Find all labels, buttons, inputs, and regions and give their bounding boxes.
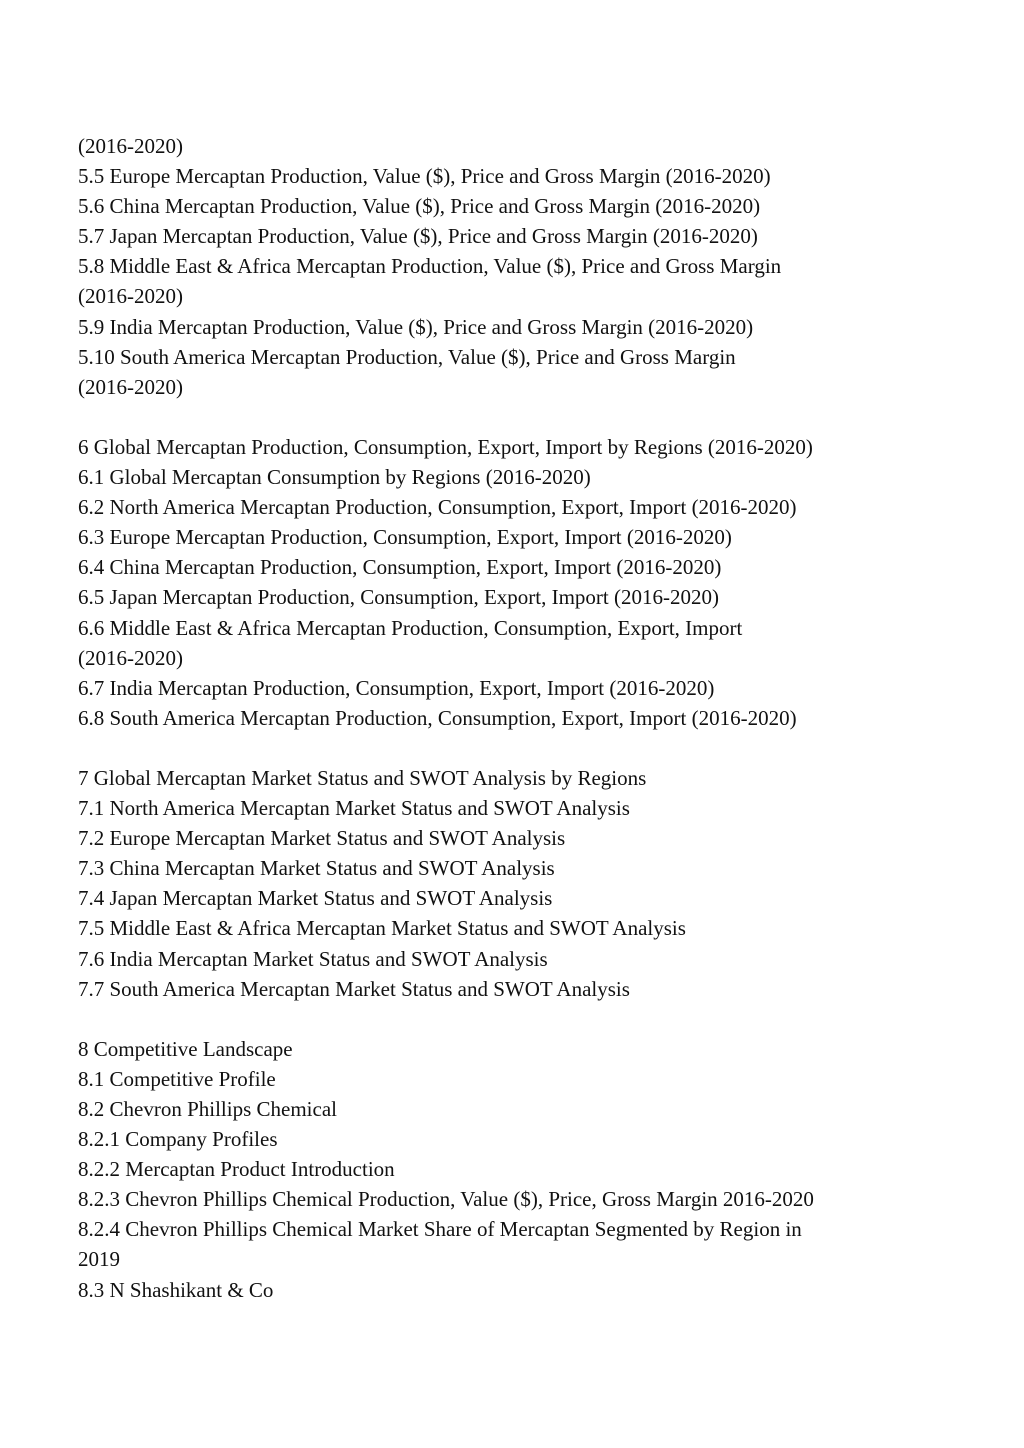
toc-line: 7.1 North America Mercaptan Market Status and SWOT Analysis <box>78 796 630 821</box>
toc-line: 8.1 Competitive Profile <box>78 1066 276 1091</box>
toc-line: 2019 <box>78 1247 120 1272</box>
toc-line: 5.7 Japan Mercaptan Production, Value ($), Price and Gross Margin (2016-2020) <box>78 224 758 249</box>
toc-line: 5.9 India Mercaptan Production, Value ($), Price and Gross Margin (2016-2020) <box>78 314 754 339</box>
toc-line: 6.5 Japan Mercaptan Production, Consumption, Export, Import (2016-2020) <box>78 585 719 610</box>
document-page <box>78 131 958 1305</box>
toc-line: 6.8 South America Mercaptan Production, Consumption, Export, Import (2016-2020) <box>78 705 797 730</box>
toc-line: 5.6 China Mercaptan Production, Value ($), Price and Gross Margin (2016-2020) <box>78 194 761 219</box>
toc-line: 8.2.1 Company Profiles <box>78 1127 278 1152</box>
toc-line: 7.2 Europe Mercaptan Market Status and SWOT Analysis <box>78 826 566 851</box>
section-8 <box>78 1034 958 1305</box>
toc-line: 6.1 Global Mercaptan Consumption by Regions (2016-2020) <box>78 465 591 490</box>
toc-line: 7.4 Japan Mercaptan Market Status and SWOT Analysis <box>78 886 553 911</box>
toc-line: 8.2 Chevron Phillips Chemical <box>78 1097 337 1121</box>
toc-heading: 6 Global Mercaptan Production, Consumption, Export, Import by Regions (2016-2020) <box>78 434 813 459</box>
toc-line: 8.3 N Shashikant & Co <box>78 1277 274 1302</box>
toc-heading: 7 Global Mercaptan Market Status and SWOT Analysis by Regions <box>78 765 647 790</box>
toc-line: 6.3 Europe Mercaptan Production, Consumption, Export, Import (2016-2020) <box>78 525 732 550</box>
toc-line: 7.7 South America Mercaptan Market Status and SWOT Analysis <box>78 976 630 1001</box>
toc-line: 6.2 North America Mercaptan Production, Consumption, Export, Import (2016-2020) <box>78 495 797 520</box>
toc-line: (2016-2020) <box>78 645 183 670</box>
toc-line: (2016-2020) <box>78 374 183 399</box>
toc-line: (2016-2020) <box>78 134 183 158</box>
toc-line: 6.7 India Mercaptan Production, Consumption, Export, Import (2016-2020) <box>78 675 715 700</box>
section-6 <box>78 432 958 733</box>
toc-line: 7.5 Middle East & Africa Mercaptan Market Status and SWOT Analysis <box>78 916 686 941</box>
section-7 <box>78 763 958 1004</box>
toc-line: 7.6 India Mercaptan Market Status and SWOT Analysis <box>78 946 548 971</box>
toc-line: 8.2.3 Chevron Phillips Chemical Production, Value ($), Price, Gross Margin 2016-2020 <box>78 1187 814 1212</box>
toc-line: 5.8 Middle East & Africa Mercaptan Production, Value ($), Price and Gross Margin <box>78 254 782 279</box>
toc-line: 5.10 South America Mercaptan Production, Value ($), Price and Gross Margin <box>78 344 736 369</box>
toc-heading: 8 Competitive Landscape <box>78 1036 293 1061</box>
toc-line: (2016-2020) <box>78 284 183 309</box>
toc-line: 8.2.2 Mercaptan Product Introduction <box>78 1157 395 1182</box>
toc-line: 6.6 Middle East & Africa Mercaptan Production, Consumption, Export, Import <box>78 615 743 640</box>
toc-line: 7.3 China Mercaptan Market Status and SWOT Analysis <box>78 856 555 881</box>
toc-line: 8.2.4 Chevron Phillips Chemical Market Share of Mercaptan Segmented by Region in <box>78 1217 802 1242</box>
section-5-continued <box>78 131 958 402</box>
toc-line: 5.5 Europe Mercaptan Production, Value ($), Price and Gross Margin (2016-2020) <box>78 164 771 189</box>
toc-line: 6.4 China Mercaptan Production, Consumption, Export, Import (2016-2020) <box>78 555 722 580</box>
